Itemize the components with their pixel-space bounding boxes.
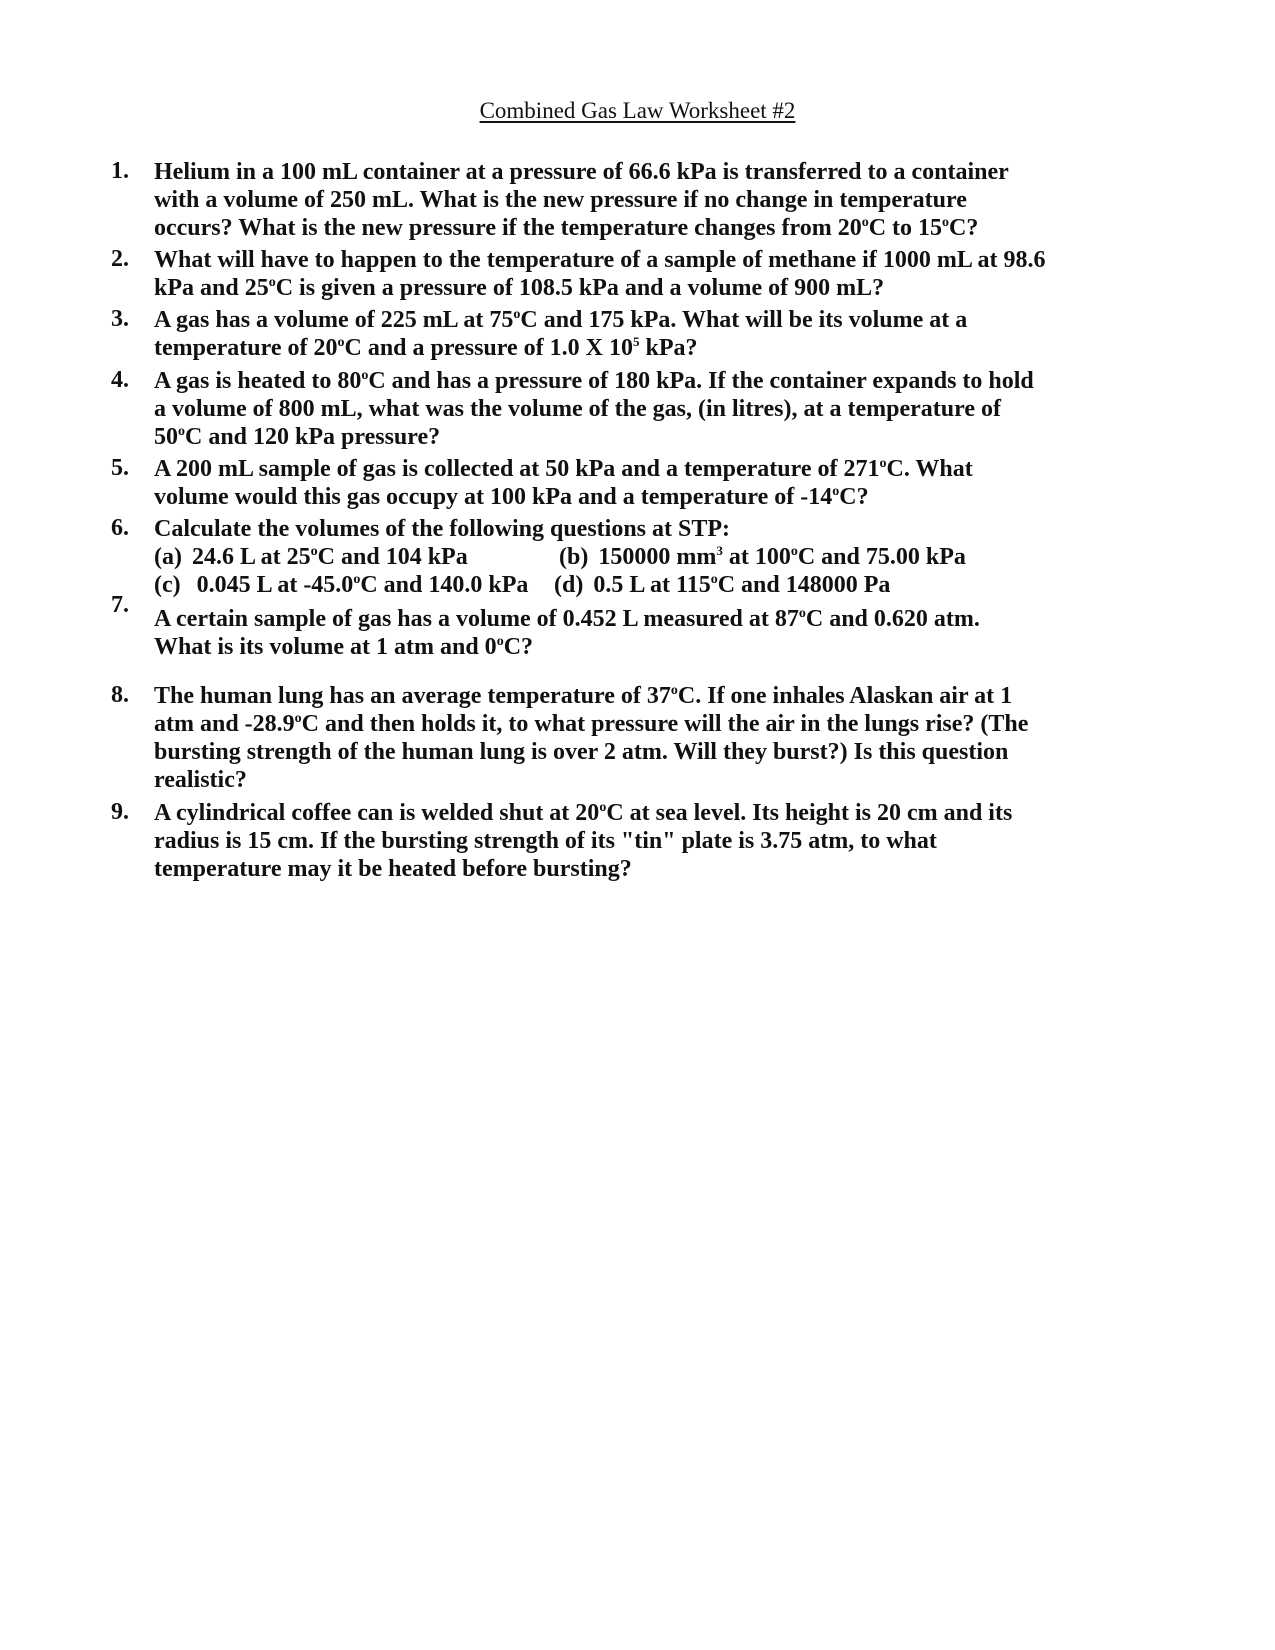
question-line: A certain sample of gas has a volume of 0.452 L measured at 87$^o$C and 0.620 atm. — [154, 606, 980, 632]
question-line: a volume of 800 mL, what was the volume of the gas, (in litres), at a temperature of — [154, 396, 1001, 422]
question-line: What is its volume at 1 atm and 0$^o$C? — [154, 634, 534, 660]
worksheet-title: Combined Gas Law Worksheet #2 — [479, 98, 796, 123]
question-line: What will have to happen to the temperature of a sample of methane if 1000 mL at 98.6 — [154, 247, 1046, 273]
subpart-label: (c) — [154, 572, 181, 598]
subpart-c — [154, 571, 528, 603]
question-line: Calculate the volumes of the following questions at STP: — [154, 516, 730, 542]
question-number: 7. — [111, 592, 129, 618]
question-text — [154, 158, 1114, 242]
question-line: A cylindrical coffee can is welded shut at 20$^o$C at sea level. Its height is 20 cm and its — [154, 800, 1013, 826]
question-line: kPa and 25$^o$C is given a pressure of 108.5 kPa and a volume of 900 mL? — [154, 275, 885, 301]
question-text — [154, 455, 1114, 511]
subpart-text: 150000 $mm^3$ at 100$^o$C and 75.00 kPa — [598, 543, 966, 570]
question-number: 5. — [111, 455, 129, 481]
question-line: realistic? — [154, 767, 247, 793]
question-line: Helium in a 100 mL container at a pressure of 66.6 kPa is transferred to a container — [154, 159, 1009, 185]
question-text — [154, 682, 1114, 794]
question-number: 2. — [111, 246, 129, 272]
question-number: 6. — [111, 515, 129, 541]
subpart-label: (d) — [554, 572, 584, 598]
question-line: volume would this gas occupy at 100 kPa and a temperature of -14$^o$C? — [154, 484, 869, 510]
question-line: atm and -28.9$^o$C and then holds it, to what pressure will the air in the lungs rise? (The — [154, 711, 1029, 737]
question-line: A 200 mL sample of gas is collected at 50 kPa and a temperature of 271$^o$C. What — [154, 456, 973, 482]
question-number: 4. — [111, 367, 129, 393]
question-number: 1. — [111, 158, 129, 184]
subpart-label: (a) — [154, 544, 182, 570]
subpart-text: 24.6 L at 25$^o$C and 104 kPa — [191, 544, 468, 570]
question-number: 8. — [111, 682, 129, 708]
question-text — [154, 367, 1114, 451]
subpart-d — [554, 571, 890, 603]
question-line: temperature may it be heated before bursting? — [154, 856, 632, 882]
subpart-text: 0.045 L at -45.0$^o$C and 140.0 kPa — [196, 572, 529, 598]
question-line: radius is 15 cm. If the bursting strength of its "tin" plate is 3.75 atm, to what — [154, 828, 937, 854]
question-line: A gas is heated to 80$^o$C and has a pressure of 180 kPa. If the container expands to hold — [154, 368, 1034, 394]
question-line: 50$^o$C and 120 kPa pressure? — [154, 424, 441, 450]
question-line: temperature of 20$^o$C and a pressure of 1.0 X $10^5$ kPa? — [154, 334, 698, 361]
question-number: 9. — [111, 799, 129, 825]
question-line: occurs? What is the new pressure if the temperature changes from 20$^o$C to 15$^o$C? — [154, 215, 979, 241]
subpart-label: (b) — [559, 544, 589, 570]
question-text — [154, 515, 1114, 599]
question-number: 3. — [111, 306, 129, 332]
subpart-text: 0.5 L at 115$^o$C and 148000 Pa — [593, 572, 891, 598]
question-text — [154, 246, 1114, 302]
question-text — [154, 605, 1114, 661]
question-line: A gas has a volume of 225 mL at 75$^o$C and 175 kPa. What will be its volume at a — [154, 307, 968, 333]
question-line: bursting strength of the human lung is over 2 atm. Will they burst?) Is this question — [154, 739, 1009, 765]
question-line: The human lung has an average temperature of 37$^o$C. If one inhales Alaskan air at 1 — [154, 683, 1013, 709]
question-text — [154, 306, 1114, 362]
question-text — [154, 799, 1114, 883]
question-line: with a volume of 250 mL. What is the new pressure if no change in temperature — [154, 187, 967, 213]
